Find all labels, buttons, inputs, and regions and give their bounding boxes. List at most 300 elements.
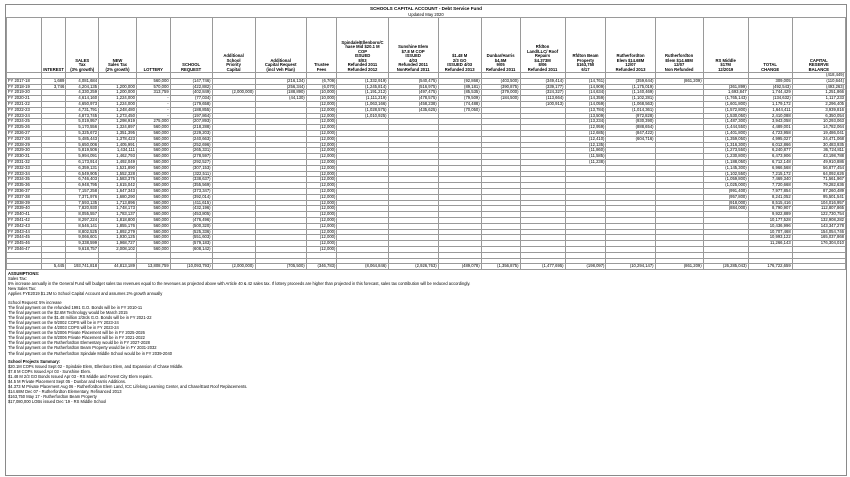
- column-header-line: Refunded 2013: [444, 66, 475, 72]
- table-cell: 1,378,423: [99, 136, 137, 142]
- table-cell: 1,351,395: [99, 130, 137, 136]
- column-header-line: 6/17: [581, 66, 590, 72]
- table-cell: 1,521,890: [99, 165, 137, 171]
- table-cell: (453,805): [170, 212, 212, 218]
- table-cell: 4,204,135: [66, 84, 99, 90]
- table-cell: 1,748,173: [99, 206, 137, 212]
- column-header: [255, 18, 306, 73]
- column-header-line: Rutherfordton: [665, 53, 694, 58]
- column-header-line: Refunded 2012: [347, 66, 378, 72]
- table-cell: (216,134): [255, 78, 306, 84]
- note-line: The final payment on the 4/2003 COPS will be in FY 2023-24: [8, 325, 119, 331]
- table-cell: 6,712,148: [748, 159, 792, 165]
- table-cell: 2,410,088: [748, 113, 792, 119]
- fiscal-year-label: FY 2037-38: [7, 194, 42, 200]
- table-cell: 7,593,135: [66, 200, 99, 206]
- table-cell: (604,716): [606, 136, 655, 142]
- table-cell: 560,000: [136, 194, 170, 200]
- total-cell: (1,477,695): [520, 264, 565, 270]
- table-cell: 8,790,907: [748, 206, 792, 212]
- table-cell: (322,511): [170, 171, 212, 177]
- fiscal-year-label: FY 2044-45: [7, 235, 42, 241]
- total-cell: 5,445: [41, 264, 66, 270]
- table-cell: 4,650,973: [66, 101, 99, 107]
- table-cell: 24,471,068: [792, 136, 845, 142]
- table-cell: 1,689: [41, 78, 66, 84]
- table-cell: 309,005: [748, 78, 792, 84]
- table-cell: 560,000: [136, 229, 170, 235]
- table-cell: 4,489,001: [748, 125, 792, 131]
- table-cell: (2,000,000): [212, 90, 255, 96]
- table-cell: (147,746): [170, 78, 212, 84]
- table-cell: 4,995,027: [748, 136, 792, 142]
- table-cell: (12,135): [565, 142, 606, 148]
- table-cell: 4,330,259: [66, 90, 99, 96]
- table-cell: (1,530,050): [703, 113, 748, 119]
- table-cell: 8,055,557: [66, 212, 99, 218]
- table-cell: 7,977,854: [748, 188, 792, 194]
- fiscal-year-label: FY 2042-43: [7, 223, 42, 229]
- table-cell: (608,142): [170, 246, 212, 252]
- column-header-line: 12/07: [625, 62, 636, 67]
- fiscal-year-label: FY 2045-46: [7, 241, 42, 247]
- table-cell: (12,000): [306, 125, 337, 131]
- table-cell: (1,140,469): [606, 90, 655, 96]
- table-cell: 30,483,935: [792, 142, 845, 148]
- table-cell: 1,251,866: [792, 90, 845, 96]
- fiscal-year-label: FY 2031-32: [7, 159, 42, 165]
- note-line: The final payment on the 5/2006 Private Placement will be in FY 2025-2026: [8, 330, 145, 336]
- table-cell: (1,111,219): [337, 96, 388, 102]
- table-cell: (110,644): [792, 78, 845, 84]
- table-cell: (6,709): [306, 78, 337, 84]
- table-cell: (392,014): [170, 194, 212, 200]
- table-cell: (12,000): [306, 246, 337, 252]
- table-cell: (422,882): [170, 84, 212, 90]
- table-cell: 7,820,930: [66, 206, 99, 212]
- total-cell: (2,926,763): [388, 264, 438, 270]
- table-cell: (14,359): [565, 96, 606, 102]
- table-cell: (476,496): [170, 217, 212, 223]
- table-cell: 5,019,957: [66, 119, 99, 125]
- table-cell: 1,644,411: [748, 107, 792, 113]
- table-cell: (579,183): [170, 241, 212, 247]
- notes-section: [6, 270, 846, 405]
- table-cell: (100,913): [520, 101, 565, 107]
- column-header-line: Additional: [270, 57, 291, 63]
- column-header-line: SCHOOL: [182, 62, 201, 67]
- table-cell: 10,993,122: [748, 235, 792, 241]
- table-cell: 64,092,626: [792, 171, 845, 177]
- table-cell: (252,696): [170, 142, 212, 148]
- column-header-line: 12/07: [673, 62, 685, 67]
- column-header-line: $1.48 M: [452, 53, 468, 58]
- table-cell: (207,893): [170, 119, 212, 125]
- fiscal-year-label: FY 2035-36: [7, 183, 42, 189]
- table-cell: 132,908,282: [792, 217, 845, 223]
- table-cell: (516,975): [388, 84, 438, 90]
- total-cell: (2,000,000): [212, 264, 255, 270]
- table-body: [7, 73, 846, 270]
- title-block: [6, 6, 846, 17]
- total-cell: (1,356,875): [481, 264, 520, 270]
- column-header-line: Spindale/Ellenboro/C: [341, 39, 384, 45]
- table-cell: (113,664): [520, 96, 565, 102]
- note-line: The final payment on the Rutherfordton Spindale Middle School would be in FY 2039-2040: [8, 350, 173, 356]
- table-cell: (6,070): [306, 84, 337, 90]
- table-cell: (12,000): [306, 217, 337, 223]
- table-cell: (292,527): [170, 159, 212, 165]
- note-line: $7.8 M COPs Issued Apr 03 - Sunshine Elem.: [8, 368, 92, 374]
- table-cell: (77,034): [170, 96, 212, 102]
- table-cell: 7,215,172: [748, 171, 792, 177]
- column-header: [792, 18, 845, 73]
- table-cell: (188,890): [255, 90, 306, 96]
- table-cell: 6,473,906: [748, 154, 792, 160]
- table-cell: 5,170,556: [66, 125, 99, 131]
- fiscal-year-label: FY 2020-21: [7, 96, 42, 102]
- table-cell: 9,922,889: [748, 212, 792, 218]
- table-cell: (89,181): [438, 84, 481, 90]
- table-cell: (861,209): [655, 78, 703, 84]
- table-cell: (12,000): [306, 212, 337, 218]
- table-cell: (12,410): [565, 136, 606, 142]
- table-cell: 2,296,405: [792, 101, 845, 107]
- table-cell: (12,000): [306, 154, 337, 160]
- table-cell: (500,320): [170, 223, 212, 229]
- fiscal-year-label: FY 2046-47: [7, 246, 42, 252]
- table-cell: 560,000: [136, 177, 170, 183]
- column-header-line: Capital: [226, 66, 241, 72]
- note-line: School Projects Summary:: [8, 358, 61, 364]
- table-cell: (14,634): [565, 90, 606, 96]
- column-header-line: TOTAL: [763, 62, 777, 67]
- total-cell: 13,808,759: [136, 264, 170, 270]
- table-cell: (403,500): [481, 78, 520, 84]
- table-cell: 1,179,172: [748, 101, 792, 107]
- table-cell: 2,008,102: [99, 246, 137, 252]
- note-line: Applies FYE2019 $1.2M to School Capital Account and assumes 2% growth annually: [8, 291, 163, 297]
- table-cell: (11,585): [565, 154, 606, 160]
- table-cell: 154,054,746: [792, 229, 845, 235]
- table-cell: (373,347): [170, 188, 212, 194]
- column-header-line: COP: [357, 48, 368, 54]
- total-cell: (10,093,793): [170, 264, 212, 270]
- table-cell: 1,930,125: [99, 235, 137, 241]
- table-cell: -: [136, 101, 170, 107]
- column-header: [212, 18, 255, 73]
- table-cell: (1,102,281): [606, 96, 655, 102]
- column-header-line: CAPITAL: [809, 57, 828, 63]
- table-cell: 1,405,991: [99, 142, 137, 148]
- table-cell: 560,000: [136, 183, 170, 189]
- table-cell: 1,324,897: [99, 125, 137, 131]
- table-cell: 9,618,757: [66, 246, 99, 252]
- column-header-line: Sunshine Elem: [398, 44, 429, 49]
- table-cell: (12,000): [306, 223, 337, 229]
- column-header-line: Tax: [78, 62, 86, 67]
- column-header: [99, 18, 137, 73]
- column-header-line: ISSUED: [354, 53, 371, 58]
- table-cell: (85,535): [438, 90, 481, 96]
- table-cell: 560,000: [136, 200, 170, 206]
- sheet-title: SCHOOLS CAPITAL ACCOUNT - Debt Service Fund: [370, 6, 482, 11]
- column-header-line: $17M: [720, 62, 731, 67]
- total-cell: 44,813,189: [99, 264, 137, 270]
- table-cell: 1,462,793: [99, 154, 137, 160]
- note-line: The final payment on the 9/2002 COPS will be in FY 2023-24: [8, 319, 119, 325]
- table-cell: (493,263): [792, 84, 845, 90]
- total-cell: (8,064,846): [337, 264, 388, 270]
- table-cell: (79,509): [438, 96, 481, 102]
- table-cell: (1,175,019): [606, 84, 655, 90]
- table-cell: (1,145,300): [703, 165, 748, 171]
- note-line: The final payment on the Rutherfordton Elementary would be in FY 2027-2028: [8, 340, 150, 346]
- column-header-line: 12/2019: [718, 66, 734, 72]
- table-cell: (1,359,050): [703, 136, 748, 142]
- table-cell: (540,475): [388, 78, 438, 84]
- table-cell: (70,050): [438, 107, 481, 113]
- note-line: New Sales Tax:: [8, 286, 37, 292]
- column-header: [41, 18, 66, 73]
- fiscal-year-label: FY 2023-24: [7, 113, 42, 119]
- table-cell: 8,546,141: [66, 223, 99, 229]
- table-cell: 6,240,877: [748, 148, 792, 154]
- table-cell: 5,650,006: [66, 142, 99, 148]
- table-cell: 570,000: [136, 84, 170, 90]
- column-header-line: Refunded 2011: [485, 66, 516, 72]
- table-cell: -: [136, 107, 170, 113]
- table-cell: 79,282,636: [792, 183, 845, 189]
- table-cell: (197,864): [170, 113, 212, 119]
- table-cell: (402,849): [170, 90, 212, 96]
- column-header-line: NEW: [112, 57, 123, 63]
- column-header-line: BALANCE: [808, 66, 830, 72]
- table-cell: 1,248,480: [99, 107, 137, 113]
- header-row: [7, 18, 846, 73]
- column-header: [520, 18, 565, 73]
- table-cell: (991,400): [703, 188, 748, 194]
- table-cell: 7,371,976: [66, 194, 99, 200]
- table-cell: (12,000): [306, 171, 337, 177]
- note-line: $14.68M Dec 07 - Rutherfordton Elementary, Refinanced 2013: [8, 389, 122, 395]
- column-header-line: Fees: [316, 66, 327, 72]
- table-cell: (359,644): [606, 78, 655, 84]
- table-cell: (12,000): [306, 241, 337, 247]
- table-cell: (74,488): [438, 101, 481, 107]
- table-cell: 14,782,064: [792, 125, 845, 131]
- column-header: [438, 18, 481, 73]
- table-cell: 1,713,896: [99, 200, 137, 206]
- note-line: $20.1M COPs Issued Sept 02 - Spindale Elem, Ellenboro Elem, and Expansion of Chase Middle.: [8, 363, 184, 369]
- column-header-line: Capital Request: [264, 62, 297, 67]
- table-cell: (972,828): [606, 113, 655, 119]
- fiscal-year-label: FY 2019-20: [7, 90, 42, 96]
- table-cell: (12,000): [306, 206, 337, 212]
- column-header-line: ISSUED: [405, 53, 421, 58]
- table-cell: (278,597): [170, 154, 212, 160]
- table-cell: (13,784): [565, 107, 606, 113]
- column-header-line: Refunded 2011: [398, 62, 428, 67]
- column-header-line: RESERVE: [808, 62, 829, 67]
- note-line: The final payment on the Rutherfordton Beam Property would be in FY 2031-2032: [8, 345, 157, 351]
- column-header-line: Refunded 2011: [527, 66, 558, 72]
- column-header-line: REQUEST: [181, 66, 202, 72]
- note-line: School Request: 5% increase: [8, 299, 62, 305]
- sheet-subtitle: Updated May 2020: [408, 12, 444, 17]
- table-cell: 1,818,800: [99, 217, 137, 223]
- column-header-line: 9/05: [496, 62, 505, 67]
- table-cell: (888,654): [606, 125, 655, 131]
- column-header: [66, 18, 99, 73]
- table-cell: (184,500): [481, 96, 520, 102]
- table-cell: 1,273,450: [99, 113, 137, 119]
- table-cell: (44,130): [255, 96, 306, 102]
- table-cell: 1,552,328: [99, 171, 137, 177]
- column-header-line: 8/03: [358, 57, 367, 63]
- table-cell: (525,336): [170, 229, 212, 235]
- fiscal-year-label: FY 2034-35: [7, 177, 42, 183]
- table-cell: (339,177): [520, 84, 565, 90]
- column-header: [136, 18, 170, 73]
- column-header-line: Property: [576, 57, 595, 63]
- table-cell: 560,000: [136, 235, 170, 241]
- table-cell: 8,802,525: [66, 229, 99, 235]
- note-line: Sales Tax:: [8, 276, 27, 282]
- table-cell: 560,000: [136, 154, 170, 160]
- note-line: 5% increase annually in the General Fund will budget sales tax revenues equal to the revenues as projected above with Article 40 & 42 sales tax. If lottery proceeds are higher than projected in this forecast, sales tax contribution will be reduced accordingly.: [8, 281, 471, 287]
- table-cell: 1,968,727: [99, 241, 137, 247]
- table-cell: (188,855): [170, 107, 212, 113]
- table-cell: (12,685): [565, 130, 606, 136]
- table-cell: 560,000: [136, 188, 170, 194]
- spreadsheet: [5, 4, 847, 476]
- table-cell: (240,663): [170, 136, 212, 142]
- table-cell: (847,422): [606, 130, 655, 136]
- table-cell: (492,543): [748, 84, 792, 90]
- fiscal-year-label: FY 2026-27: [7, 130, 42, 136]
- column-header-line: Additional: [223, 53, 244, 58]
- table-cell: 560,000: [136, 217, 170, 223]
- table-cell: 560,000: [136, 165, 170, 171]
- table-cell: 560,000: [136, 212, 170, 218]
- total-cell: [792, 264, 845, 270]
- column-header-line: Rfdton Beam: [572, 53, 599, 58]
- column-header-line: CHANGE: [761, 66, 780, 72]
- row-label: [7, 264, 42, 270]
- fiscal-year-label: FY 2018-19: [7, 84, 42, 90]
- table-cell: 560,000: [136, 206, 170, 212]
- column-header: [703, 18, 748, 73]
- note-line: $1.48 M 2/3 GO Bonds Issued Apr 03 - RS Middle and Forest City Elem repairs.: [8, 373, 153, 379]
- table-cell: 56,877,454: [792, 165, 845, 171]
- table-cell: (12,000): [306, 148, 337, 154]
- table-cell: 5,819,506: [66, 148, 99, 154]
- fiscal-year-label: FY 2038-39: [7, 200, 42, 206]
- table-cell: (265,331): [170, 148, 212, 154]
- table-cell: 1,492,049: [99, 159, 137, 165]
- table-cell: (1,014,361): [606, 107, 655, 113]
- column-header: [337, 18, 388, 73]
- capital-account-table: [6, 17, 846, 270]
- table-cell: 122,730,754: [792, 212, 845, 218]
- table-cell: 71,561,967: [792, 177, 845, 183]
- fiscal-year-label: FY 2041-42: [7, 217, 42, 223]
- column-header: [306, 18, 337, 73]
- table-cell: 3,939,816: [792, 107, 845, 113]
- note-line: The final payment on the 8/2006 Private Placement will be in FY 2021-2022: [8, 335, 145, 341]
- note-line: $17,080,000 LOBs issued Dec '19 - RS Middle School: [8, 399, 107, 405]
- table-cell: (1,059,800): [703, 177, 748, 183]
- table-cell: -: [136, 113, 170, 119]
- note-line: $4.373 M Private Placement Aug 06 - Rutherfordton Elem Land, ICC Lifelong Learning Center, and Chase/East Roof Replacements.: [8, 384, 248, 390]
- table-cell: (218,288): [170, 125, 212, 131]
- column-header-line: INTEREST: [43, 66, 64, 72]
- table-cell: 6,966,568: [748, 165, 792, 171]
- table-cell: 1,693,847: [703, 90, 748, 96]
- column-header-line: NonRefund 2011: [396, 66, 430, 72]
- table-cell: 560,000: [136, 125, 170, 131]
- column-header-line: Elem $14.68M: [616, 57, 645, 63]
- table-cell: (12,000): [306, 142, 337, 148]
- table-cell: 5,325,672: [66, 130, 99, 136]
- table-cell: (1,068,563): [606, 101, 655, 107]
- table-cell: 1,680,290: [99, 194, 137, 200]
- column-header-line: $163,750: [576, 62, 595, 67]
- table-cell: 1,298,919: [99, 119, 137, 125]
- table-cell: (1,063,166): [337, 101, 388, 107]
- table-cell: (884,000): [703, 206, 748, 212]
- table-cell: 1,783,137: [99, 212, 137, 218]
- column-header-line: Repairs: [534, 53, 551, 58]
- column-header-line: Sales Tax: [107, 62, 127, 67]
- fiscal-year-label: FY 2029-30: [7, 148, 42, 154]
- note-line: The final payment on the $2.6M Technology would be March 2015: [8, 309, 128, 315]
- table-cell: 1,744,429: [748, 90, 792, 96]
- table-cell: 1,583,375: [99, 177, 137, 183]
- table-cell: (12,000): [306, 235, 337, 241]
- table-cell: 7,720,668: [748, 183, 792, 189]
- table-cell: (256,344): [255, 84, 306, 90]
- column-header: [655, 18, 703, 73]
- table-cell: (12,000): [306, 194, 337, 200]
- table-cell: 1,647,343: [99, 188, 137, 194]
- table-cell: (1,245,814): [337, 84, 388, 90]
- table-cell: (349,414): [520, 78, 565, 84]
- table-cell: (307,153): [170, 165, 212, 171]
- table-cell: (12,000): [306, 159, 337, 165]
- table-cell: 1,200,000: [99, 84, 137, 90]
- table-cell: (12,000): [306, 165, 337, 171]
- table-cell: 6,359,131: [66, 165, 99, 171]
- table-cell: 4,723,958: [748, 130, 792, 136]
- table-cell: -: [136, 96, 170, 102]
- column-header-line: Dunbar/Harris: [486, 53, 515, 58]
- table-cell: 4,614,160: [66, 96, 99, 102]
- column-header-line: SALES: [75, 57, 90, 63]
- table-cell: 7,469,340: [748, 177, 792, 183]
- table-cell: (12,000): [306, 107, 337, 113]
- table-cell: (930,390): [606, 119, 655, 125]
- table-cell: (1,601,800): [703, 101, 748, 107]
- note-line: $4.5 M Private Placement Sept 05 - Dunbar and Harris Additions.: [8, 378, 127, 384]
- table-cell: (12,000): [306, 130, 337, 136]
- table-cell: 560,000: [136, 78, 170, 84]
- fiscal-year-label: FY 2030-31: [7, 154, 42, 160]
- table-cell: (1,010,925): [337, 113, 388, 119]
- column-header-line: Non Refunded: [664, 66, 694, 72]
- table-cell: 1,615,042: [99, 183, 137, 189]
